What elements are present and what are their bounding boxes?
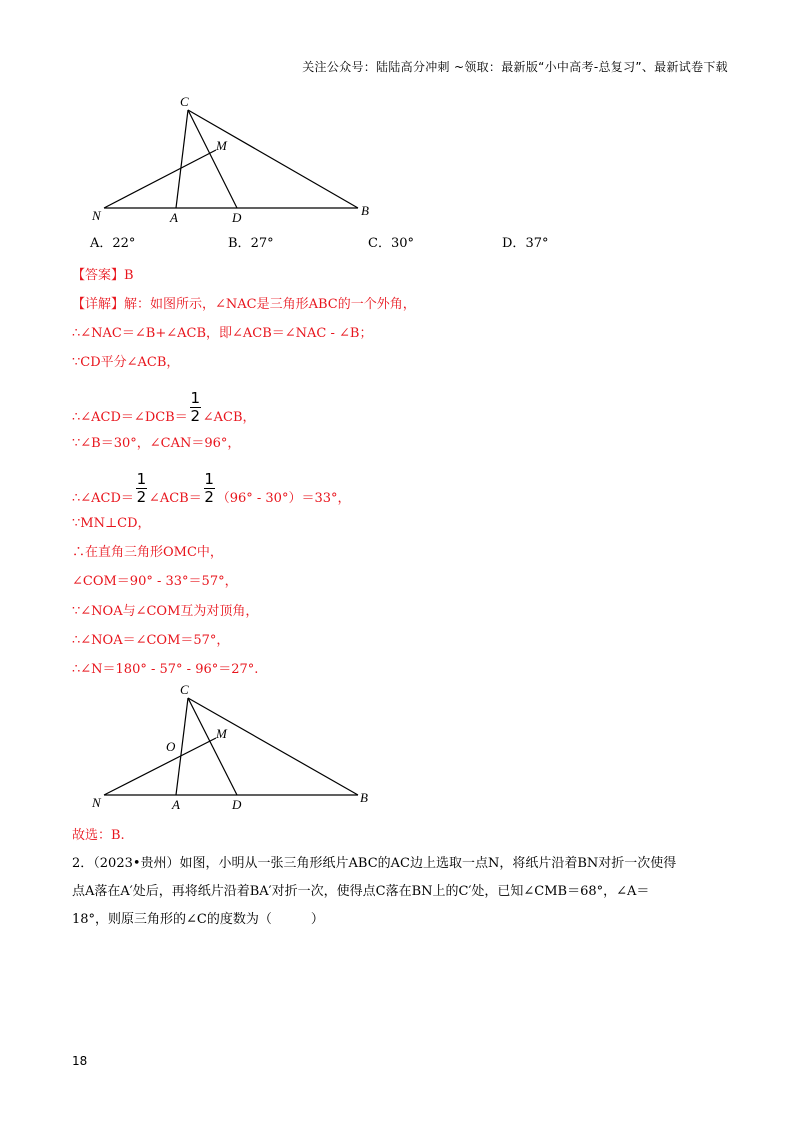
question-2-line-3: 18°，则原三角形的∠C的度数为（ ） [72, 912, 324, 927]
page-number: 18 [72, 1054, 88, 1068]
solution-line-12: ∴∠N＝180° - 57° - 96°＝27°. [72, 662, 259, 677]
label-A: A [170, 210, 178, 225]
triangle-figure-2 [80, 678, 380, 818]
triangle-figure-1 [80, 88, 380, 228]
label-M: M [216, 138, 227, 153]
answer-line: 【答案】B [72, 268, 134, 283]
choice-line: 故选：B. [72, 828, 125, 843]
fraction-half: $\frac{1}{2}$ [136, 470, 147, 506]
fraction-half: $\frac{1}{2}$ [204, 470, 214, 506]
solution-line-11: ∴∠NOA＝∠COM＝57°， [72, 633, 230, 648]
label-M: M [216, 726, 227, 741]
solution-line-4: ∴∠ACD＝∠DCB＝ $\frac{1}{2}$ ∠ACB， [72, 389, 256, 425]
solution-line-5: ∵∠B＝30°，∠CAN＝96°， [72, 436, 241, 451]
option-d: D．37° [502, 236, 549, 251]
answer-options [90, 232, 650, 252]
option-b: B．27° [228, 236, 274, 251]
label-B: B [361, 203, 369, 218]
question-2-line-2: 点A落在A′处后，再将纸片沿着BA′对折一次，使得点C落在BN上的C′处，已知∠CMB＝68°，∠A＝ [72, 884, 650, 899]
solution-line-10: ∵∠NOA与∠COM互为对顶角， [72, 604, 259, 619]
solution-line-6: ∴∠ACD＝ $\frac{1}{2}$ ∠ACB＝ $\frac{1}{2}$ （96° - 30°）＝33°， [72, 470, 351, 506]
solution-line-1: 【详解】解：如图所示，∠NAC是三角形ABC的一个外角， [72, 297, 416, 312]
solution-line-7: ∵MN⊥CD， [72, 516, 151, 531]
option-a: A．22° [90, 236, 136, 251]
label-B: B [360, 790, 368, 805]
label-N: N [92, 208, 101, 223]
solution-line-2: ∴∠NAC＝∠B+∠ACB，即∠ACB＝∠NAC - ∠B； [72, 326, 373, 341]
label-A: A [172, 797, 180, 812]
label-C: C [180, 682, 189, 697]
question-2-line-1: 2．（2023•贵州）如图，小明从一张三角形纸片ABC的AC边上选取一点N，将纸片沿着BN对折一次使得 [72, 856, 677, 871]
label-C: C [180, 94, 189, 109]
label-D: D [232, 797, 242, 812]
label-N: N [92, 795, 101, 810]
solution-line-9: ∠COM＝90° - 33°＝57°， [72, 574, 238, 589]
label-D: D [232, 210, 242, 225]
option-c: C．30° [368, 236, 414, 251]
solution-line-8: ∴在直角三角形OMC中， [72, 545, 223, 560]
question-2 [72, 850, 732, 934]
label-O: O [166, 739, 176, 754]
fraction-half: $\frac{1}{2}$ [190, 389, 201, 425]
solution-line-3: ∵CD平分∠ACB， [72, 355, 180, 370]
page-header: 关注公众号：陆陆高分冲刺 ~领取：最新版“小中高考-总复习”、最新试卷下载 [302, 60, 728, 74]
